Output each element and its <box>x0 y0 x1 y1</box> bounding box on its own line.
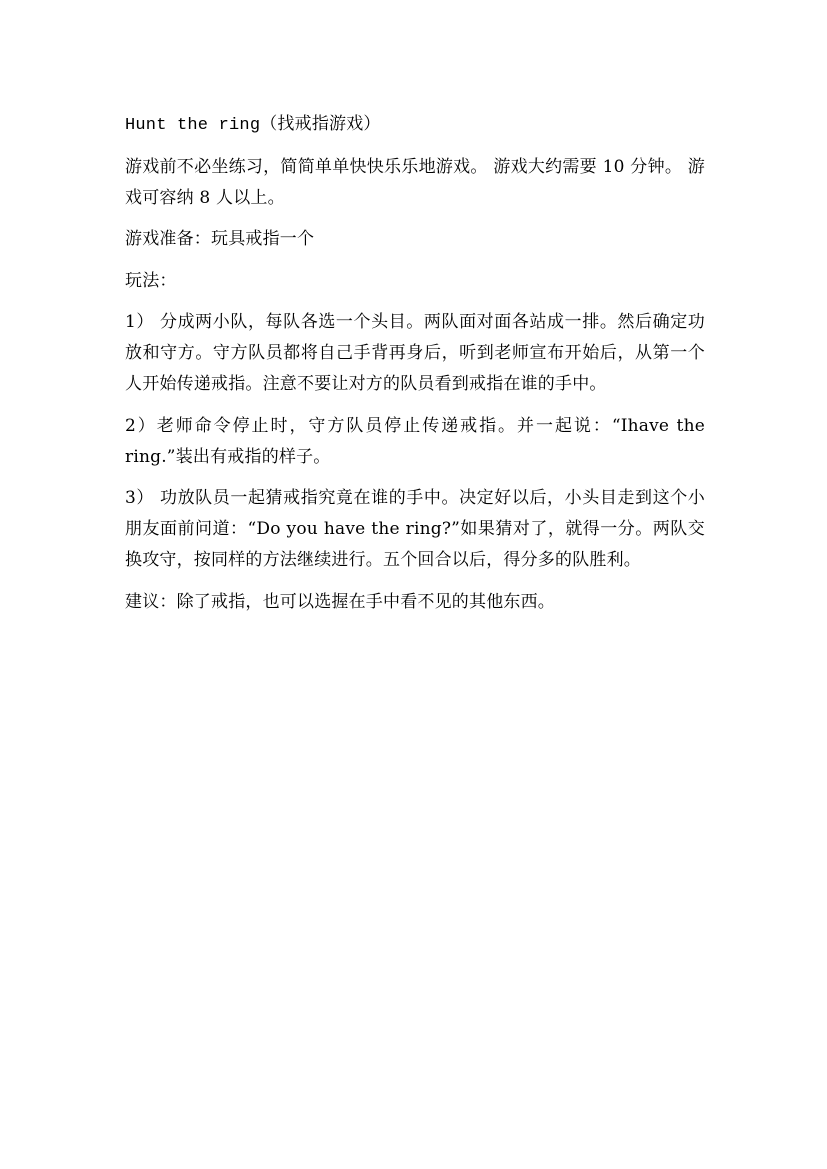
rules-heading: 玩法： <box>125 270 177 291</box>
intro-paragraph: 游戏前不必坐练习，简简单单快快乐乐地游戏。 游戏大约需要 10 分钟。 游戏可容纳 8 人以上。 <box>125 156 705 208</box>
preparation-paragraph: 游戏准备：玩具戒指一个 <box>125 229 315 249</box>
step-3-paragraph: 3） 功放队员一起猜戒指究竟在谁的手中。决定好以后，小头目走到这个小朋友面前问道：“Do you have the ring?”如果猜对了，就得一分。两队交换攻守，按同样的方法继续进行。五个回合以后，得分多的队胜利。 <box>125 488 705 570</box>
step-2-paragraph: 2）老师命令停止时，守方队员停止传递戒指。并一起说：“Ihave the ring.”装出有戒指的样子。 <box>125 415 705 467</box>
suggestion-paragraph: 建议：除了戒指，也可以选握在手中看不见的其他东西。 <box>125 591 555 612</box>
document-title: Hunt the ring（找戒指游戏） <box>125 116 381 135</box>
document-body <box>125 110 705 628</box>
step-1-paragraph: 1） 分成两小队，每队各选一个头目。两队面对面各站成一排。然后确定功放和守方。守方队员都将自己手背再身后，听到老师宣布开始后，从第一个人开始传递戒指。注意不要让对方的队员看到戒指在谁的手中。 <box>125 312 705 394</box>
